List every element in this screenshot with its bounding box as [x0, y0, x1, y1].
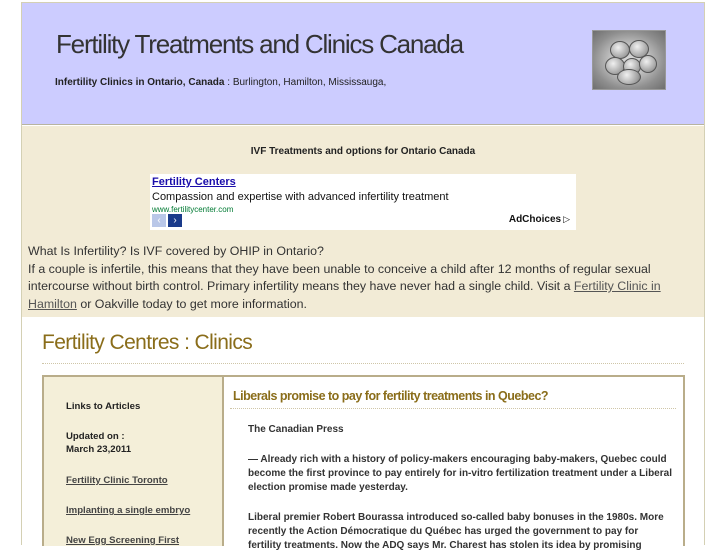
site-title: Fertility Treatments and Clinics Canada: [56, 29, 463, 59]
article-title-divider: [230, 408, 676, 409]
adchoices-label: AdChoices: [508, 214, 562, 225]
left-arrow-icon[interactable]: ‹: [152, 214, 166, 227]
sidebar: [44, 377, 224, 546]
intro-paragraph: [28, 261, 700, 314]
subtitle-bold: Infertility Clinics in Ontario, Canada: [55, 77, 225, 88]
sidebar-link-egg-screening[interactable]: New Egg Screening First: [66, 535, 180, 546]
intro-text-after: or Oakville today to get more information.: [76, 296, 307, 311]
ivf-section: [22, 126, 704, 317]
updated-label: Updated on :: [66, 431, 125, 442]
content-divider: [42, 363, 684, 364]
content-box: [42, 375, 685, 551]
intro-question: What Is Infertility? Is IVF covered by OHIP in Ontario?: [28, 244, 324, 258]
intro-text: [28, 243, 700, 313]
ad-description: Compassion and expertise with advanced infertility treatment: [152, 191, 449, 203]
embryo-logo-image: [592, 30, 666, 90]
site-subtitle: [55, 77, 386, 88]
ivf-heading: IVF Treatments and options for Ontario Canada: [250, 146, 476, 157]
links-heading: Links to Articles: [66, 401, 141, 412]
ad-url[interactable]: www.fertilitycenter.com: [152, 205, 234, 214]
content-title: Fertility Centres : Clinics: [42, 331, 253, 354]
article-paragraph-1: — Already rich with a history of policy-makers encouraging baby-makers, Quebec could become the first province to pay entirely for in-vitro fertilization treatment under a Liberal election promise made yesterday.: [248, 454, 672, 493]
intro-text-before: If a couple is infertile, this means that they have been unable to conceive a child after 12 months of regular sexual intercourse without birth control. Primary infertility means they have never had a single child. Visit a: [28, 261, 651, 293]
sidebar-link-toronto[interactable]: Fertility Clinic Toronto: [66, 475, 168, 486]
ad-title-link[interactable]: Fertility Centers: [152, 176, 236, 188]
article-source: The Canadian Press: [248, 424, 344, 435]
article: [226, 377, 683, 551]
ad-unit[interactable]: [150, 174, 576, 230]
adchoices-button[interactable]: [509, 214, 570, 225]
updated-date: March 23,2011: [66, 444, 132, 455]
adchoices-triangle-icon: ▷: [563, 214, 570, 224]
right-arrow-icon[interactable]: ›: [168, 214, 182, 227]
page-container: [21, 2, 705, 551]
subtitle-cities: : Burlington, Hamilton, Mississauga,: [224, 77, 387, 88]
article-paragraph-2: Liberal premier Robert Bourassa introduced so-called baby bonuses in the 1980s. More recently the Action Démocratique du Québec has urged the government to pay for fertility treatments. Now the ADQ says Mr. Charest has stolen its idea by promising: [248, 512, 664, 551]
site-header: [22, 3, 704, 125]
article-title: Liberals promise to pay for fertility treatments in Quebec?: [233, 389, 549, 403]
sidebar-link-single-embryo[interactable]: Implanting a single embryo: [66, 505, 191, 516]
fertility-clinic-hamilton-link[interactable]: Fertility Clinic in Hamilton: [28, 279, 661, 311]
